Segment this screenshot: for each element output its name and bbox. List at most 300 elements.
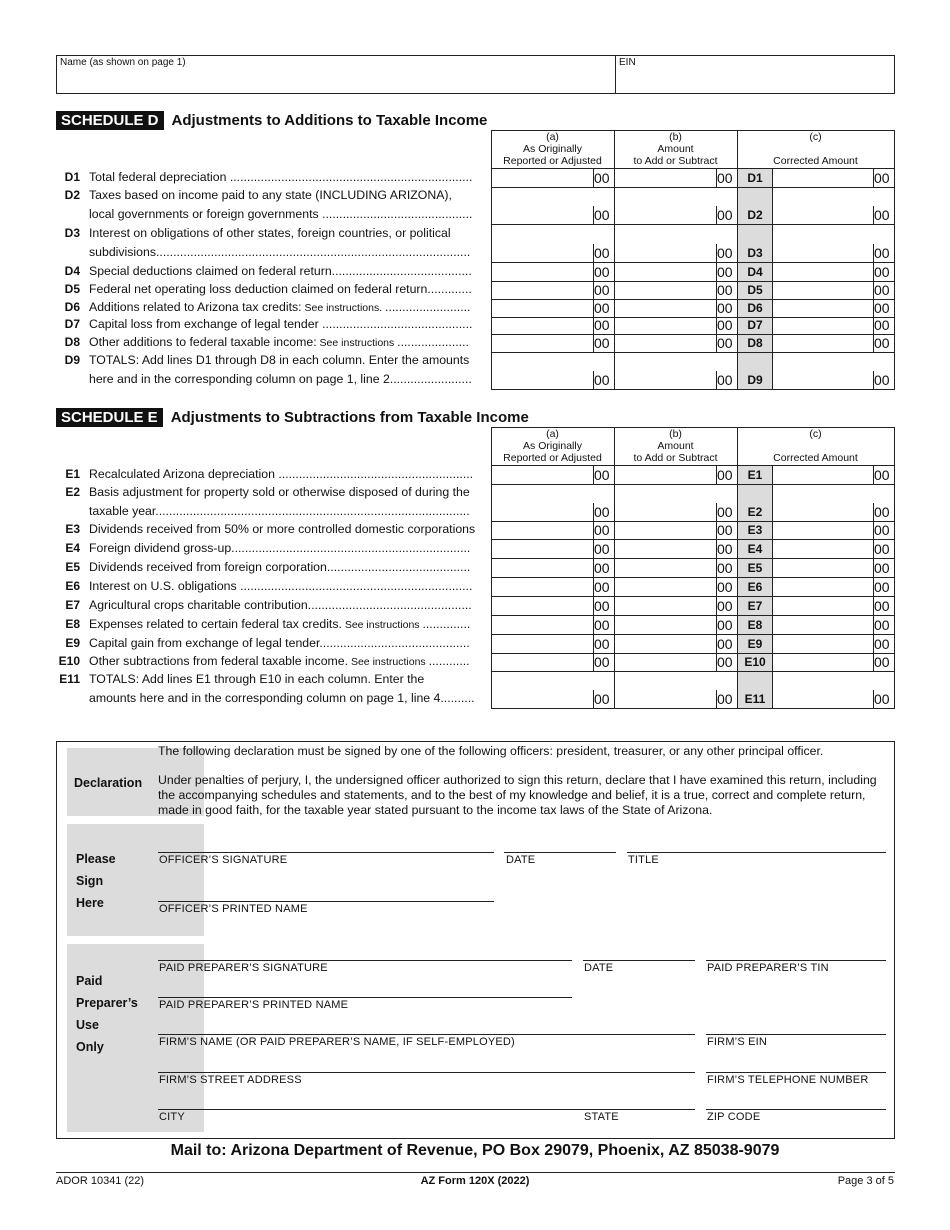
- column-divider: [894, 317, 895, 334]
- e1-col-b-input[interactable]: [615, 466, 716, 484]
- column-c-line-label: E4: [747, 542, 763, 556]
- line-number: E1: [65, 466, 80, 481]
- column-divider: [894, 615, 895, 634]
- e1-col-a-input[interactable]: [492, 466, 593, 484]
- d1-col-c-input[interactable]: [773, 169, 873, 187]
- column-divider: [894, 352, 895, 389]
- cents-zeros: 00: [594, 245, 610, 261]
- line-description: [89, 670, 479, 707]
- line-number: D3: [64, 226, 80, 240]
- cents-zeros: 00: [874, 617, 890, 633]
- cents-zeros: 00: [717, 522, 733, 538]
- firm-ein-label: FIRM’S EIN: [707, 1036, 768, 1048]
- e8-col-a-input[interactable]: [492, 616, 593, 634]
- column-divider: [894, 262, 895, 281]
- e-column-header-text: Corrected Amount: [773, 452, 858, 464]
- e-column-header-text: Reported or Adjusted: [503, 452, 602, 464]
- cents-zeros: 00: [717, 467, 733, 483]
- line-number: E4: [65, 540, 80, 555]
- cents-zeros: 00: [874, 579, 890, 595]
- cents-zeros: 00: [874, 560, 890, 576]
- footer-form-title: AZ Form 120X (2022): [420, 1175, 530, 1187]
- declaration-intro: The following declaration must be signed by one of the following officers: president, treasurer, or any other principal officer.: [158, 744, 824, 758]
- footer-form-code: ADOR 10341 (22): [56, 1175, 145, 1187]
- line-description: [89, 186, 479, 223]
- cents-zeros: 00: [717, 300, 733, 316]
- d-column-header-text: Corrected Amount: [773, 155, 858, 167]
- d8-col-b-input[interactable]: [615, 335, 716, 352]
- line-description: [89, 558, 479, 577]
- d-column-header-text: As Originally: [523, 143, 582, 155]
- cents-zeros: 00: [594, 654, 610, 670]
- line-description: [89, 168, 479, 187]
- e9-col-a-input[interactable]: [492, 635, 593, 653]
- e8-col-c-input[interactable]: [773, 616, 873, 634]
- line-number: E3: [65, 521, 80, 536]
- line-description-text: Dividends received from foreign corporation..........................................: [89, 559, 471, 574]
- line-description-text: Expenses related to certain federal tax credits. See instructions ..............: [89, 616, 471, 631]
- line-description-text: Agricultural crops charitable contribution................................................: [89, 597, 472, 612]
- cents-zeros: 00: [594, 579, 610, 595]
- schedule-e-tag: SCHEDULE E: [56, 408, 163, 427]
- cents-zeros: 00: [874, 282, 890, 298]
- line-description: [89, 315, 479, 334]
- cents-zeros: 00: [594, 560, 610, 576]
- d-column-header-c: [737, 131, 894, 167]
- d3-col-b-input[interactable]: [615, 225, 716, 262]
- d7-col-c-input[interactable]: [773, 318, 873, 334]
- d2-col-c-input[interactable]: [773, 188, 873, 224]
- schedule-e-header: [56, 408, 529, 427]
- line-description-text: Additions related to Arizona tax credits: See instructions. .........................: [89, 299, 471, 314]
- e-header-divider: [894, 427, 895, 465]
- e-column-header-text: (a): [546, 428, 559, 440]
- d6-col-b-input[interactable]: [615, 300, 716, 317]
- line-description-text: here and in the corresponding column on page 1, line 2........................: [89, 371, 472, 386]
- cents-zeros: 00: [874, 504, 890, 520]
- cents-zeros: 00: [717, 541, 733, 557]
- leader-dots: ............: [428, 653, 470, 668]
- column-c-line-label: D1: [747, 171, 763, 185]
- column-c-line-label: E7: [747, 599, 763, 613]
- column-divider: [894, 634, 895, 653]
- see-instructions-note: See instructions.: [301, 301, 386, 314]
- line-number: E10: [58, 653, 80, 668]
- line-description-text: subdivisions............................................................................................: [89, 244, 471, 259]
- e4-col-a-input[interactable]: [492, 540, 593, 558]
- cents-zeros: 00: [717, 504, 733, 520]
- line-number: D9: [64, 353, 80, 367]
- column-c-line-label: E2: [747, 505, 763, 519]
- e-column-header-text: (b): [669, 428, 682, 440]
- firm-name-label: FIRM’S NAME (OR PAID PREPARER’S NAME, IF SELF-EMPLOYED): [159, 1036, 515, 1048]
- cents-zeros: 00: [594, 467, 610, 483]
- cents-zeros: 00: [717, 598, 733, 614]
- d4-col-b-input[interactable]: [615, 263, 716, 281]
- row-rule: [491, 389, 895, 390]
- line-description-text: Foreign dividend gross-up......................................................................: [89, 540, 471, 555]
- line-number: E6: [65, 578, 80, 593]
- cents-zeros: 00: [874, 170, 890, 186]
- preparer-printed-name-label: PAID PREPARER’S PRINTED NAME: [159, 999, 349, 1011]
- line-number: D8: [64, 334, 80, 349]
- preparer-printed-name-line[interactable]: [158, 997, 572, 998]
- column-divider: [894, 187, 895, 224]
- line-number: D4: [64, 263, 80, 278]
- line-description: [89, 520, 479, 539]
- e4-col-c-input[interactable]: [773, 540, 873, 558]
- name-input[interactable]: [57, 70, 613, 93]
- d-column-header-b: [614, 131, 737, 167]
- column-c-line-label: D9: [747, 373, 763, 387]
- line-description: [89, 224, 479, 261]
- column-c-line-label: E10: [744, 655, 766, 669]
- e3-col-c-input[interactable]: [773, 522, 873, 539]
- column-divider: [894, 558, 895, 577]
- cents-zeros: 00: [717, 245, 733, 261]
- column-divider: [894, 224, 895, 262]
- ein-input[interactable]: [616, 70, 894, 93]
- d9-col-c-input[interactable]: [773, 353, 873, 389]
- e7-col-a-input[interactable]: [492, 597, 593, 615]
- cents-zeros: 00: [717, 207, 733, 223]
- e10-col-a-input[interactable]: [492, 654, 593, 671]
- declaration-side-label: Declaration: [74, 776, 143, 790]
- line-number: D6: [64, 299, 80, 314]
- officer-signature-line[interactable]: [158, 852, 494, 853]
- line-number: D2: [64, 188, 80, 202]
- leader-dots: ..............: [422, 616, 471, 631]
- cents-zeros: 00: [874, 335, 890, 351]
- firm-ein-line[interactable]: [706, 1034, 886, 1035]
- d-column-header-text: (b): [669, 131, 682, 143]
- cents-zeros: 00: [594, 207, 610, 223]
- cents-zeros: 00: [717, 560, 733, 576]
- schedule-e-title: Adjustments to Subtractions from Taxable Income: [170, 409, 529, 426]
- e7-col-c-input[interactable]: [773, 597, 873, 615]
- line-description: [89, 465, 479, 484]
- cents-zeros: 00: [594, 170, 610, 186]
- cents-zeros: 00: [874, 207, 890, 223]
- cents-zeros: 00: [717, 691, 733, 707]
- column-divider: [894, 596, 895, 615]
- column-c-line-label: E9: [747, 637, 763, 651]
- column-divider: [894, 577, 895, 596]
- line-description: [89, 351, 479, 388]
- line-description: [89, 262, 479, 281]
- line-description-text: Capital loss from exchange of legal tender ............................................: [89, 316, 473, 331]
- e-column-header-text: As Originally: [523, 440, 582, 452]
- d2-col-a-input[interactable]: [492, 188, 593, 224]
- line-description-text: taxable year............................................................................................: [89, 503, 470, 518]
- schedule-d-title: Adjustments to Additions to Taxable Income: [171, 112, 488, 129]
- cents-zeros: 00: [717, 335, 733, 351]
- cents-zeros: 00: [594, 317, 610, 333]
- preparer-label-use: Use: [76, 1018, 99, 1032]
- d-column-header-text: to Add or Subtract: [633, 155, 718, 167]
- firm-phone-label: FIRM’S TELEPHONE NUMBER: [707, 1074, 869, 1086]
- cents-zeros: 00: [874, 372, 890, 388]
- e5-col-b-input[interactable]: [615, 559, 716, 577]
- e10-col-c-input[interactable]: [773, 654, 873, 671]
- column-divider: [894, 484, 895, 521]
- cents-zeros: 00: [874, 245, 890, 261]
- officer-title-label: TITLE: [628, 854, 659, 866]
- d5-col-a-input[interactable]: [492, 282, 593, 299]
- cents-zeros: 00: [717, 317, 733, 333]
- officer-title-line[interactable]: [627, 852, 886, 853]
- e-column-header-c: [737, 428, 894, 464]
- d5-col-c-input[interactable]: [773, 282, 873, 299]
- column-c-line-label: D6: [747, 301, 763, 315]
- column-divider: [894, 539, 895, 558]
- d5-col-b-input[interactable]: [615, 282, 716, 299]
- line-description-text: Other additions to federal taxable income: See instructions .....................: [89, 334, 469, 349]
- line-description-text: TOTALS: Add lines D1 through D8 in each column. Enter the amounts: [89, 353, 470, 367]
- e2-col-c-input[interactable]: [773, 485, 873, 521]
- line-number: E7: [65, 597, 80, 612]
- name-field-label: Name (as shown on page 1): [60, 57, 186, 68]
- column-c-line-label: D2: [747, 208, 763, 222]
- e8-col-b-input[interactable]: [615, 616, 716, 634]
- cents-zeros: 00: [717, 372, 733, 388]
- cents-zeros: 00: [717, 617, 733, 633]
- preparer-label-only: Only: [76, 1040, 104, 1054]
- e-column-header-b: [614, 428, 737, 464]
- line-number: E11: [59, 672, 80, 686]
- line-number: E5: [65, 559, 80, 574]
- e2-col-a-input[interactable]: [492, 485, 593, 521]
- e2-col-b-input[interactable]: [615, 485, 716, 521]
- preparer-tin-line[interactable]: [706, 960, 886, 961]
- cents-zeros: 00: [874, 654, 890, 670]
- line-description-text: Taxes based on income paid to any state (INCLUDING ARIZONA),: [89, 188, 452, 202]
- city-label: CITY: [159, 1111, 185, 1123]
- e7-col-b-input[interactable]: [615, 597, 716, 615]
- e10-col-b-input[interactable]: [615, 654, 716, 671]
- column-c-line-label: D7: [747, 318, 763, 332]
- footer-page-number: Page 3 of 5: [837, 1175, 894, 1187]
- see-instructions-note: See instructions: [348, 655, 429, 668]
- see-instructions-note: See instructions: [316, 336, 398, 349]
- column-divider: [894, 653, 895, 671]
- firm-phone-line[interactable]: [706, 1072, 886, 1073]
- state-label: STATE: [584, 1111, 619, 1123]
- cents-zeros: 00: [594, 522, 610, 538]
- e11-col-c-input[interactable]: [773, 672, 873, 708]
- cents-zeros: 00: [717, 636, 733, 652]
- sign-label-sign: Sign: [76, 874, 104, 888]
- line-description-text: Interest on U.S. obligations ....................................................................: [89, 578, 473, 593]
- preparer-label-preparers: Preparer’s: [76, 996, 138, 1010]
- line-description-text: Recalculated Arizona depreciation .........................................................: [89, 466, 474, 481]
- firm-address-label: FIRM’S STREET ADDRESS: [159, 1074, 302, 1086]
- line-number: E9: [65, 635, 80, 650]
- e9-col-c-input[interactable]: [773, 635, 873, 653]
- d4-col-c-input[interactable]: [773, 263, 873, 281]
- zip-label: ZIP CODE: [707, 1111, 761, 1123]
- sign-label-please: Please: [76, 852, 116, 866]
- cents-zeros: 00: [717, 264, 733, 280]
- column-c-line-label: E3: [747, 523, 763, 537]
- cents-zeros: 00: [874, 300, 890, 316]
- e-column-header-text: to Add or Subtract: [633, 452, 718, 464]
- sign-label-here: Here: [76, 896, 104, 910]
- e6-col-b-input[interactable]: [615, 578, 716, 596]
- d-column-header-text: Amount: [657, 143, 694, 155]
- sign-here-side-cell: [67, 824, 204, 936]
- d4-col-a-input[interactable]: [492, 263, 593, 281]
- line-number: D5: [64, 281, 80, 296]
- declaration-paragraph: Under penalties of perjury, I, the undersigned officer authorized to sign this return, declare that I have examined this return, including the accompanying schedules and statements, and to the best of my knowledge and belief, it is a true, correct and complete return, made in good faith, for the taxable year stated pursuant to the income tax laws of the State of Arizona.: [158, 773, 877, 817]
- d8-col-a-input[interactable]: [492, 335, 593, 352]
- e-column-header-text: Amount: [657, 440, 694, 452]
- cents-zeros: 00: [594, 541, 610, 557]
- e11-col-b-input[interactable]: [615, 672, 716, 708]
- officer-printed-name-label: OFFICER’S PRINTED NAME: [159, 903, 308, 915]
- line-description-text: Interest on obligations of other states, foreign countries, or political: [89, 226, 451, 240]
- mail-to-address: Mail to: Arizona Department of Revenue, PO Box 29079, Phoenix, AZ 85038-9079: [170, 1142, 780, 1159]
- line-number: D1: [64, 169, 80, 184]
- preparer-tin-label: PAID PREPARER’S TIN: [707, 962, 829, 974]
- d-column-header-a: [491, 131, 614, 167]
- line-description-text: local governments or foreign governments ............................................: [89, 206, 473, 221]
- cents-zeros: 00: [717, 579, 733, 595]
- cents-zeros: 00: [874, 541, 890, 557]
- d-column-header-text: Reported or Adjusted: [503, 155, 602, 167]
- cents-zeros: 00: [874, 264, 890, 280]
- e6-col-c-input[interactable]: [773, 578, 873, 596]
- cents-zeros: 00: [594, 617, 610, 633]
- d-column-header-text: (c): [809, 131, 822, 143]
- d3-col-c-input[interactable]: [773, 225, 873, 262]
- line-description: [89, 596, 479, 615]
- d7-col-b-input[interactable]: [615, 318, 716, 334]
- d8-col-c-input[interactable]: [773, 335, 873, 352]
- schedule-d-tag: SCHEDULE D: [56, 111, 164, 130]
- e3-col-b-input[interactable]: [615, 522, 716, 539]
- e6-col-a-input[interactable]: [492, 578, 593, 596]
- column-c-line-label: D3: [747, 246, 763, 260]
- d6-col-a-input[interactable]: [492, 300, 593, 317]
- column-c-line-label: D5: [747, 283, 763, 297]
- e5-col-c-input[interactable]: [773, 559, 873, 577]
- cents-zeros: 00: [594, 598, 610, 614]
- declaration-box: [56, 741, 895, 1139]
- cents-zeros: 00: [717, 654, 733, 670]
- firm-address-line[interactable]: [158, 1072, 695, 1073]
- line-description-text: Dividends received from 50% or more controlled domestic corporations: [89, 521, 476, 536]
- preparer-signature-line[interactable]: [158, 960, 572, 961]
- d1-col-b-input[interactable]: [615, 169, 716, 187]
- column-divider: [894, 281, 895, 299]
- line-description: [89, 652, 479, 672]
- column-divider: [894, 521, 895, 539]
- see-instructions-note: See instructions: [341, 618, 423, 631]
- column-divider: [894, 299, 895, 317]
- cents-zeros: 00: [594, 264, 610, 280]
- d1-col-a-input[interactable]: [492, 169, 593, 187]
- d-column-header-text: (a): [546, 131, 559, 143]
- line-number: E2: [65, 485, 80, 499]
- cents-zeros: 00: [594, 636, 610, 652]
- d7-col-a-input[interactable]: [492, 318, 593, 334]
- city-line[interactable]: [158, 1109, 695, 1110]
- preparer-date-label: DATE: [584, 962, 614, 974]
- column-c-line-label: E1: [747, 468, 763, 482]
- d6-col-c-input[interactable]: [773, 300, 873, 317]
- cents-zeros: 00: [874, 522, 890, 538]
- e4-col-b-input[interactable]: [615, 540, 716, 558]
- line-description: [89, 577, 479, 596]
- column-c-line-label: E6: [747, 580, 763, 594]
- e9-col-b-input[interactable]: [615, 635, 716, 653]
- line-number: E8: [65, 616, 80, 631]
- firm-name-line[interactable]: [158, 1034, 695, 1035]
- cents-zeros: 00: [594, 282, 610, 298]
- line-description-text: Special deductions claimed on federal return.........................................: [89, 263, 472, 278]
- line-description: [89, 333, 479, 353]
- d9-col-b-input[interactable]: [615, 353, 716, 389]
- line-description-text: Total federal depreciation .......................................................................: [89, 169, 473, 184]
- cents-zeros: 00: [594, 372, 610, 388]
- d3-col-a-input[interactable]: [492, 225, 593, 262]
- cents-zeros: 00: [874, 691, 890, 707]
- line-description-text: amounts here and in the corresponding column on page 1, line 4..........: [89, 690, 475, 705]
- cents-zeros: 00: [594, 691, 610, 707]
- d2-col-b-input[interactable]: [615, 188, 716, 224]
- cents-zeros: 00: [717, 170, 733, 186]
- column-c-line-label: E11: [744, 692, 766, 706]
- d-header-divider: [894, 130, 895, 168]
- cents-zeros: 00: [874, 317, 890, 333]
- column-c-line-label: D4: [747, 265, 763, 279]
- column-divider: [894, 465, 895, 484]
- officer-date-label: DATE: [506, 854, 536, 866]
- preparer-date-line[interactable]: [583, 960, 695, 961]
- line-description: [89, 539, 479, 558]
- schedule-d-header: [56, 111, 487, 130]
- d9-col-a-input[interactable]: [492, 353, 593, 389]
- officer-signature-label: OFFICER’S SIGNATURE: [159, 854, 288, 866]
- line-description-text: Basis adjustment for property sold or otherwise disposed of during the: [89, 485, 470, 499]
- e-column-header-a: [491, 428, 614, 464]
- e1-col-c-input[interactable]: [773, 466, 873, 484]
- cents-zeros: 00: [594, 335, 610, 351]
- cents-zeros: 00: [874, 598, 890, 614]
- e3-col-a-input[interactable]: [492, 522, 593, 539]
- line-number: D7: [64, 316, 80, 331]
- leader-dots: .....................: [397, 334, 469, 349]
- line-description: [89, 615, 479, 635]
- officer-date-line[interactable]: [504, 852, 616, 853]
- zip-line[interactable]: [706, 1109, 886, 1110]
- e11-col-a-input[interactable]: [492, 672, 593, 708]
- cents-zeros: 00: [594, 300, 610, 316]
- preparer-signature-label: PAID PREPARER’S SIGNATURE: [159, 962, 328, 974]
- e-column-header-text: (c): [809, 428, 822, 440]
- leader-dots: .........................: [385, 299, 471, 314]
- e5-col-a-input[interactable]: [492, 559, 593, 577]
- line-description-text: Federal net operating loss deduction claimed on federal return.............: [89, 281, 472, 296]
- cents-zeros: 00: [874, 467, 890, 483]
- column-c-line-label: E8: [747, 618, 763, 632]
- cents-zeros: 00: [594, 504, 610, 520]
- cents-zeros: 00: [717, 282, 733, 298]
- officer-printed-name-line[interactable]: [158, 901, 494, 902]
- column-divider: [894, 334, 895, 352]
- ein-field-label: EIN: [619, 57, 636, 68]
